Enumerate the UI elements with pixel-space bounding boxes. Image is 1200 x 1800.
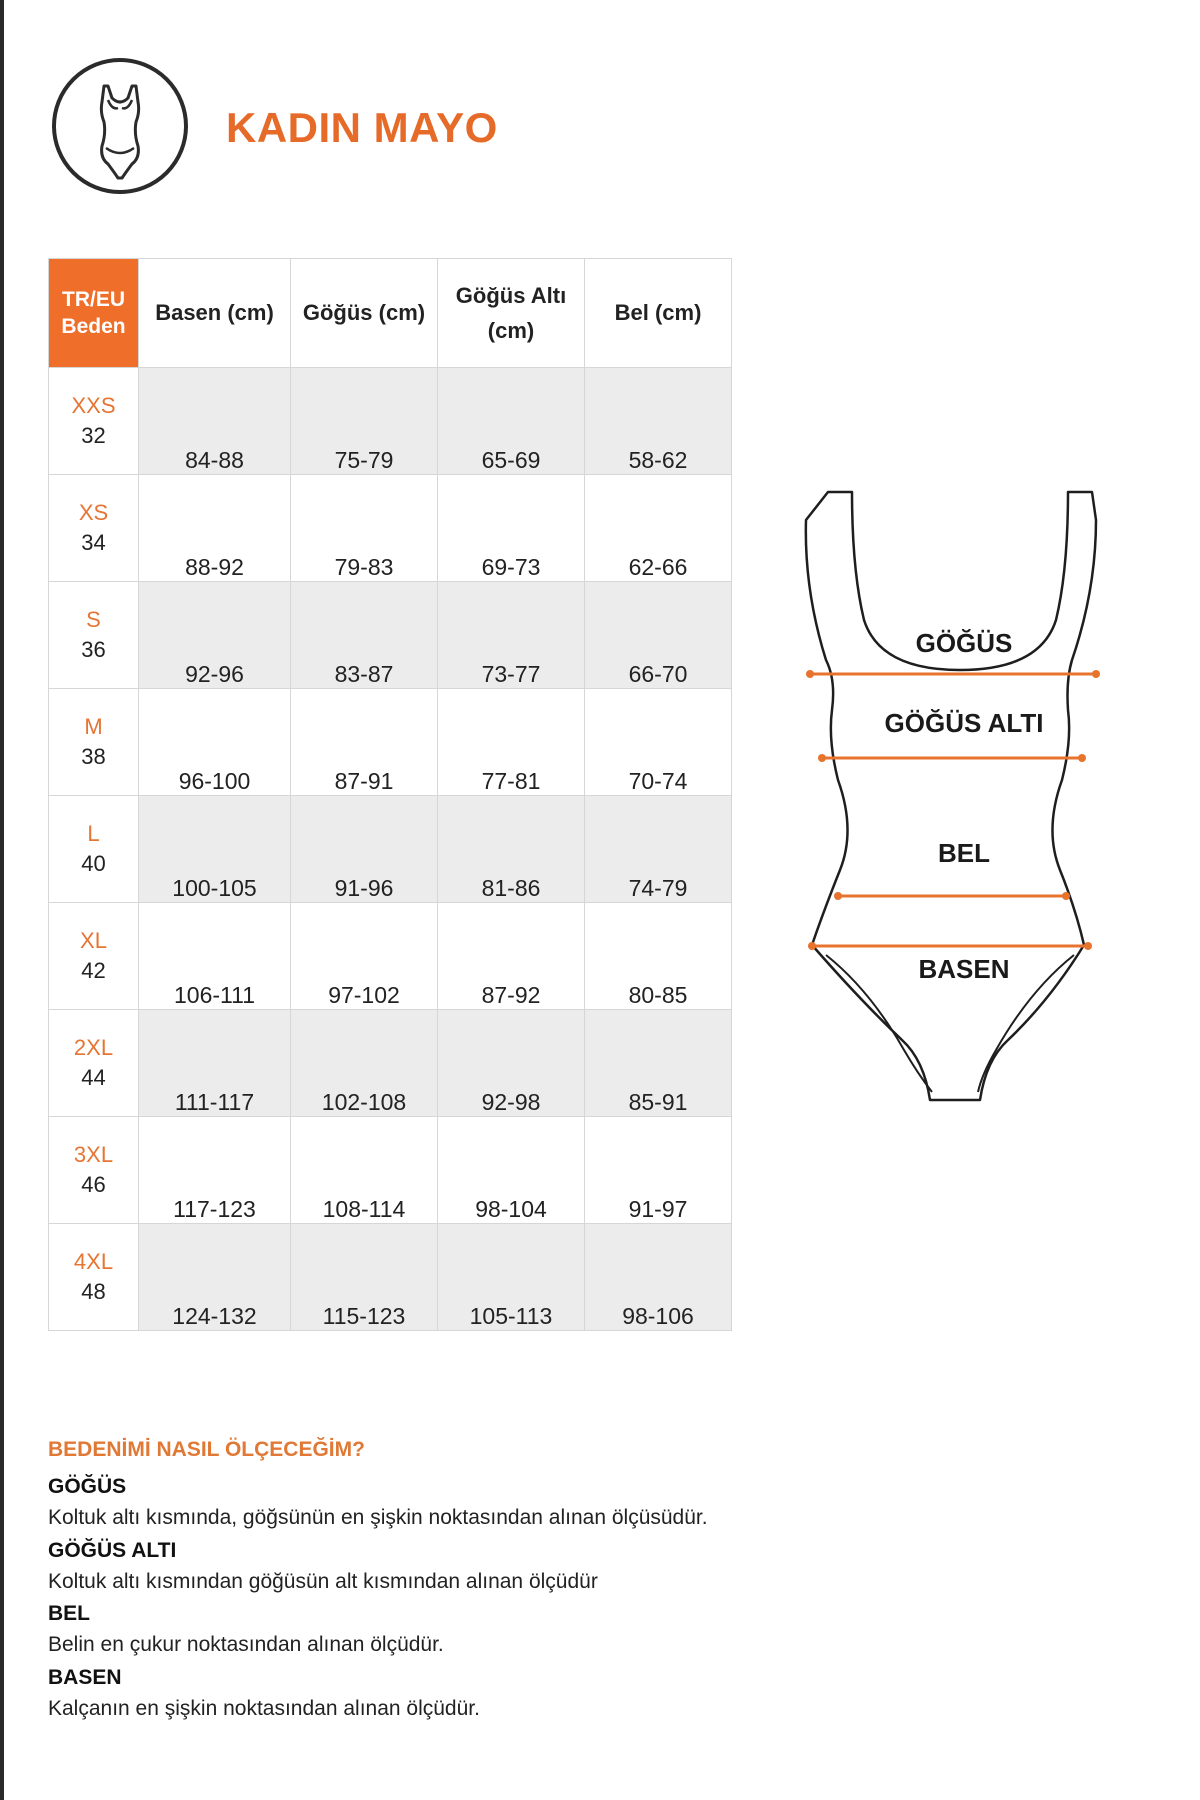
guide-heading: GÖĞÜS ALTI — [48, 1538, 177, 1562]
cell-gogus-alti: 81-86 — [438, 796, 585, 903]
table-row — [49, 582, 732, 689]
label-gogus-alti: GÖĞÜS ALTI — [884, 708, 1044, 738]
label-basen: BASEN — [918, 954, 1010, 984]
cell-gogus: 108-114 — [291, 1117, 438, 1224]
cell-gogus: 79-83 — [291, 475, 438, 582]
cell-basen: 111-117 — [139, 1010, 291, 1117]
size-letter: 2XL — [73, 1035, 114, 1061]
cell-gogus-alti: 73-77 — [438, 582, 585, 689]
cell-bel: 80-85 — [585, 903, 732, 1010]
cell-basen: 100-105 — [139, 796, 291, 903]
cell-gogus-alti: 105-113 — [438, 1224, 585, 1331]
guide-heading: BEL — [48, 1602, 90, 1626]
guide-title: BEDENİMİ NASIL ÖLÇECEĞİM? — [48, 1438, 365, 1461]
size-cell — [49, 368, 139, 475]
cell-gogus: 97-102 — [291, 903, 438, 1010]
cell-gogus: 83-87 — [291, 582, 438, 689]
cell-gogus: 102-108 — [291, 1010, 438, 1117]
table-row — [49, 1117, 732, 1224]
swimsuit-diagram — [800, 480, 1140, 1165]
cell-bel: 91-97 — [585, 1117, 732, 1224]
size-number: 36 — [81, 637, 106, 662]
size-cell — [49, 582, 139, 689]
size-letter: 3XL — [73, 1142, 114, 1168]
size-cell — [49, 796, 139, 903]
size-number: 34 — [81, 530, 106, 555]
size-cell — [49, 475, 139, 582]
guide-item-basen — [48, 1665, 1148, 1723]
guide-text: Koltuk altı kısmından göğüsün alt kısmından alınan ölçüdür — [48, 1569, 598, 1593]
guide-heading: GÖĞÜS — [48, 1475, 127, 1498]
size-number: 42 — [81, 958, 106, 983]
cell-bel: 62-66 — [585, 475, 732, 582]
logo — [52, 58, 188, 194]
size-number: 32 — [81, 423, 106, 448]
swimsuit-outline-icon — [800, 480, 1140, 1160]
table-header-row — [49, 259, 732, 368]
cell-gogus-alti: 77-81 — [438, 689, 585, 796]
size-table — [48, 258, 732, 1331]
guide-text: Kalçanın en şişkin noktasından alınan ölçüdür. — [48, 1696, 480, 1720]
header-basen: Basen (cm) — [139, 259, 291, 368]
size-cell — [49, 1117, 139, 1224]
cell-basen: 84-88 — [139, 368, 291, 475]
cell-gogus-alti: 69-73 — [438, 475, 585, 582]
size-number: 44 — [81, 1065, 106, 1090]
size-cell — [49, 903, 139, 1010]
cell-gogus: 75-79 — [291, 368, 438, 475]
measurement-guide — [48, 1438, 1148, 1726]
cell-basen: 106-111 — [139, 903, 291, 1010]
left-edge-bar — [0, 0, 4, 1800]
label-gogus: GÖĞÜS — [915, 628, 1013, 658]
table-row — [49, 368, 732, 475]
size-letter: L — [87, 821, 100, 847]
guide-heading: BASEN — [48, 1665, 122, 1689]
header-bel: Bel (cm) — [585, 259, 732, 368]
cell-bel: 85-91 — [585, 1010, 732, 1117]
size-cell — [49, 1224, 139, 1331]
guide-item-gogus-alti — [48, 1538, 1148, 1596]
size-letter: XXS — [71, 393, 116, 419]
table-row — [49, 1224, 732, 1331]
cell-basen: 124-132 — [139, 1224, 291, 1331]
guide-text: Koltuk altı kısmında, göğsünün en şişkin noktasından alınan ölçüsüdür. — [48, 1506, 708, 1530]
cell-gogus: 87-91 — [291, 689, 438, 796]
header-gogus-alti: Göğüs Altı (cm) — [438, 259, 585, 368]
cell-basen: 92-96 — [139, 582, 291, 689]
page-title: KADIN MAYO — [226, 104, 498, 151]
cell-gogus: 91-96 — [291, 796, 438, 903]
size-number: 46 — [81, 1172, 106, 1197]
guide-item-gogus — [48, 1474, 1148, 1532]
cell-gogus-alti: 92-98 — [438, 1010, 585, 1117]
size-letter: XS — [78, 500, 109, 526]
cell-gogus-alti: 98-104 — [438, 1117, 585, 1224]
header-size: TR/EU Beden — [49, 259, 139, 368]
table-row — [49, 903, 732, 1010]
header-gogus: Göğüs (cm) — [291, 259, 438, 368]
guide-text: Belin en çukur noktasından alınan ölçüdür. — [48, 1633, 444, 1657]
label-bel: BEL — [938, 838, 990, 868]
cell-basen: 88-92 — [139, 475, 291, 582]
size-letter: 4XL — [73, 1249, 114, 1275]
swimsuit-icon — [56, 62, 184, 190]
size-cell — [49, 689, 139, 796]
size-number: 38 — [81, 744, 106, 769]
table-row — [49, 475, 732, 582]
table-row — [49, 1010, 732, 1117]
table-row — [49, 689, 732, 796]
cell-bel: 98-106 — [585, 1224, 732, 1331]
cell-gogus-alti: 65-69 — [438, 368, 585, 475]
cell-bel: 70-74 — [585, 689, 732, 796]
size-letter: XL — [80, 928, 107, 954]
cell-basen: 117-123 — [139, 1117, 291, 1224]
cell-gogus-alti: 87-92 — [438, 903, 585, 1010]
size-number: 48 — [81, 1279, 106, 1304]
cell-bel: 58-62 — [585, 368, 732, 475]
table-row — [49, 796, 732, 903]
guide-item-bel — [48, 1601, 1148, 1659]
size-number: 40 — [81, 851, 106, 876]
size-letter: S — [86, 607, 101, 633]
cell-bel: 74-79 — [585, 796, 732, 903]
cell-gogus: 115-123 — [291, 1224, 438, 1331]
cell-basen: 96-100 — [139, 689, 291, 796]
cell-bel: 66-70 — [585, 582, 732, 689]
size-cell — [49, 1010, 139, 1117]
size-letter: M — [84, 714, 103, 740]
